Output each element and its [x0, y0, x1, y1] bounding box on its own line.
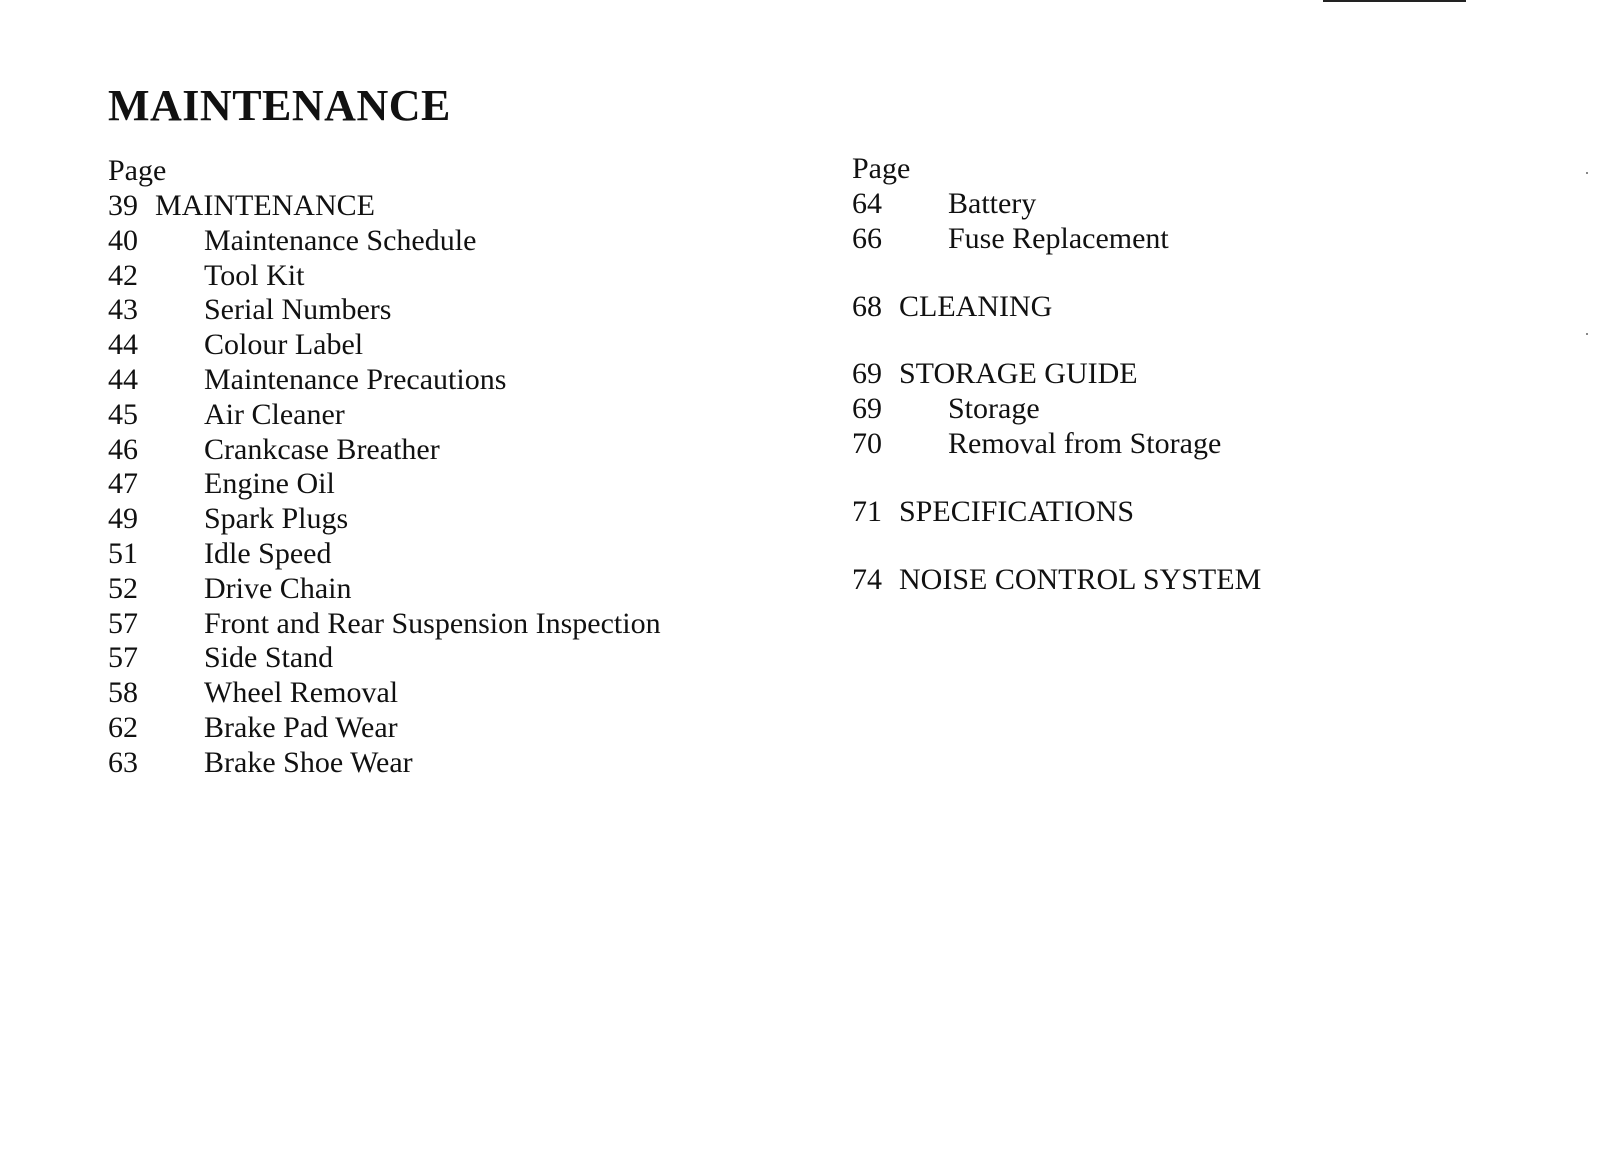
toc-entry[interactable]	[108, 641, 375, 676]
toc-entry-title: Crankcase Breather	[204, 432, 440, 466]
toc-entry[interactable]	[108, 432, 440, 468]
toc-entry-title: SPECIFICATIONS	[899, 494, 1135, 528]
toc-page-number: 46	[108, 432, 138, 466]
toc-entry-title: NOISE CONTROL SYSTEM	[899, 562, 1262, 596]
toc-page-number: 49	[108, 502, 138, 536]
group-spacer	[852, 462, 1261, 495]
toc-page-number: 44	[108, 328, 138, 362]
toc-page-number: 68	[852, 289, 882, 323]
toc-entry-title: Brake Pad Wear	[204, 710, 398, 744]
toc-entry-title: Engine Oil	[204, 467, 335, 501]
toc-entry[interactable]	[108, 467, 375, 502]
toc-entry-title: Air Cleaner	[204, 397, 345, 431]
toc-page-number: 47	[108, 467, 138, 501]
toc-page-number: 74	[852, 562, 882, 596]
toc-entry-title: CLEANING	[899, 289, 1053, 323]
page-column-label: Page	[852, 152, 911, 185]
toc-page-number: 39	[108, 189, 138, 222]
toc-page-number: 63	[108, 745, 138, 779]
toc-page-number: 62	[108, 710, 138, 744]
toc-entry[interactable]	[852, 222, 1261, 257]
toc-page-number: 58	[108, 676, 138, 710]
toc-entry-title: Drive Chain	[204, 571, 352, 605]
toc-entry-title: MAINTENANCE	[155, 189, 375, 222]
toc-section-entry[interactable]	[852, 563, 1261, 598]
toc-section-entry[interactable]	[852, 357, 1261, 392]
toc-entry-title: Maintenance Schedule	[204, 223, 477, 257]
toc-entry-title: Side Stand	[204, 641, 334, 675]
toc-page-number: 66	[852, 221, 882, 255]
toc-entry[interactable]	[108, 223, 477, 259]
toc-entry-title: STORAGE GUIDE	[899, 357, 1138, 391]
group-spacer	[852, 257, 1261, 290]
toc-entry-title: Wheel Removal	[204, 676, 399, 710]
toc-page-number: 69	[852, 357, 882, 391]
toc-section-entry[interactable]	[852, 290, 1261, 325]
toc-entry-title: Removal from Storage	[948, 426, 1222, 460]
toc-entry-title: Colour Label	[204, 328, 364, 362]
toc-section-entry[interactable]	[108, 189, 375, 224]
toc-page-number: 70	[852, 426, 882, 460]
toc-entry[interactable]	[108, 398, 375, 433]
toc-page-number: 52	[108, 571, 138, 605]
toc-entry[interactable]	[108, 259, 375, 294]
toc-section-entry[interactable]	[852, 495, 1261, 530]
toc-entry-title: Storage	[948, 392, 1040, 426]
toc-page-number: 69	[852, 392, 882, 426]
toc-entry[interactable]	[108, 502, 375, 537]
group-spacer	[852, 324, 1261, 357]
toc-entry[interactable]	[108, 328, 375, 363]
toc-entry-title: Fuse Replacement	[948, 221, 1169, 255]
toc-entry-title: Idle Speed	[204, 536, 332, 570]
toc-entry[interactable]	[108, 710, 398, 746]
toc-entry[interactable]	[108, 537, 375, 572]
toc-entry[interactable]	[108, 606, 661, 642]
toc-entry-title: Battery	[948, 187, 1037, 220]
group-spacer	[852, 530, 1261, 563]
toc-entry[interactable]	[108, 676, 399, 711]
toc-column-left	[108, 154, 661, 781]
toc-entry[interactable]	[108, 745, 413, 781]
toc-entry[interactable]	[108, 362, 507, 398]
toc-entry-title: Front and Rear Suspension Inspection	[204, 606, 661, 640]
toc-page-number: 43	[108, 293, 138, 327]
toc-entry-title: Tool Kit	[204, 258, 305, 292]
toc-page-number: 40	[108, 223, 138, 257]
toc-page-number: 45	[108, 397, 138, 431]
toc-page-number: 42	[108, 258, 138, 292]
toc-entry[interactable]	[852, 427, 1261, 462]
section-title: MAINTENANCE	[108, 81, 451, 130]
toc-entry-title: Spark Plugs	[204, 502, 349, 536]
toc-page-number: 64	[852, 187, 882, 220]
toc-page-number: 71	[852, 494, 882, 528]
toc-entry[interactable]	[108, 293, 392, 328]
scan-speck	[1586, 172, 1588, 174]
toc-entry-list	[852, 187, 1261, 597]
toc-entry[interactable]	[852, 392, 1261, 427]
toc-page-number: 57	[108, 641, 138, 675]
toc-entry[interactable]	[108, 572, 375, 607]
toc-page-number: 44	[108, 362, 138, 396]
scan-speck	[1586, 333, 1588, 335]
toc-page-number: 57	[108, 606, 138, 640]
toc-entry[interactable]	[852, 187, 1261, 222]
toc-entry-list	[108, 189, 661, 781]
toc-entry-title: Serial Numbers	[204, 293, 392, 327]
toc-page-number: 51	[108, 536, 138, 570]
toc-entry-title: Brake Shoe Wear	[204, 745, 413, 779]
toc-column-right	[852, 152, 1261, 597]
top-edge-rule	[1323, 0, 1466, 2]
toc-entry-title: Maintenance Precautions	[204, 362, 507, 396]
page-column-label: Page	[108, 154, 167, 187]
